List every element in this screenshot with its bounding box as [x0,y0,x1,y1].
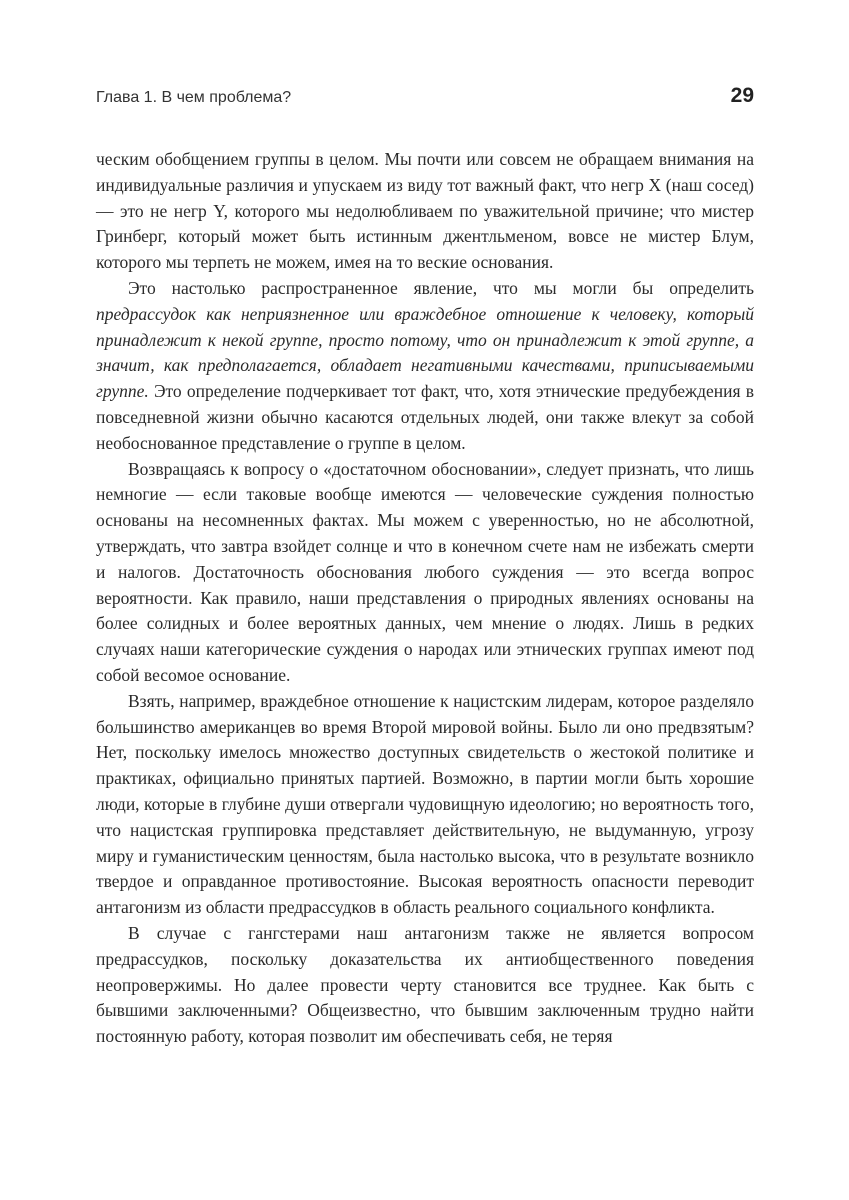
chapter-title: Глава 1. В чем проблема? [96,89,292,106]
paragraph-4: Взять, например, враждебное отношение к нацистским лидерам, которое разделяло большинство американцев во время Второй мировой войны. Было ли оно предвзятым? Нет, поскольку имелось множество доступных свидетельств о жестокой политике и практиках, официально принятых партией. Возможно, в партии могли быть хорошие люди, которые в глубине души отвергали чудовищную идеологию; но вероятность того, что нацистская группировка представляет действительную, не выдуманную, угрозу миру и гуманистическим ценностям, была настолько высока, что в результате возникло твердое и оправданное противостояние. Высокая вероятность опасности переводит антагонизм из области предрассудков в область реального социального конфликта. [96,690,754,918]
body-text [96,147,754,1050]
paragraph-2 [96,276,754,457]
prejudice-definition: предрассудок как неприязненное или враждебное отношение к человеку, который принадлежит к некой группе, просто потому, что он принадлежит к этой группе, а значит, как предполагается, обладает негативными качествами, приписываемыми группе. [96,303,754,402]
paragraph-2-tail: Это определение подчеркивает тот факт, что, хотя этнические предубеждения в повседневной жизни обычно касаются отдельных людей, они также влекут за собой необоснованное представление о группе в целом. [96,381,754,453]
paragraph-3: Возвращаясь к вопросу о «достаточном обосновании», следует признать, что лишь немногие — если таковые вообще имеются — человеческие суждения полностью основаны на несомненных фактах. Мы можем с уверенностью, но не абсолютной, утверждать, что завтра взойдет солнце и что в конечном счете нам не избежать смерти и налогов. Достаточность обоснования любого суждения — это всегда вопрос вероятности. Как правило, наши представления о природных явлениях основаны на более солидных и более вероятных данных, чем мнение о людях. Лишь в редких случаях наши категорические суждения о народах или этнических группах имеют под собой весомое основание. [96,458,754,685]
running-header [96,84,754,120]
paragraph-2-lead: Это настолько распространенное явление, что мы могли бы определить [128,277,754,298]
paragraph-1: ческим обобщением группы в целом. Мы почти или совсем не обращаем внимания на индивидуальные различия и упускаем из виду тот важный факт, что негр X (наш сосед) — это не негр Y, которого мы недолюбливаем по уважительной причине; что мистер Гринберг, который может быть истинным джентльменом, вовсе не мистер Блум, которого мы терпеть не можем, имея на то веские основания. [96,149,754,273]
paragraph-5: В случае с гангстерами наш антагонизм также не является вопросом предрассудков, поскольку доказательства их антиобщественного поведения неопровержимы. Но далее провести черту становится все труднее. Как быть с бывшими заключенными? Общеизвестно, что бывшим заключенным трудно найти постоянную работу, которая позволит им обеспечивать себя, не теряя [96,922,754,1047]
page-number: 29 [730,84,754,107]
book-page [96,84,754,1050]
